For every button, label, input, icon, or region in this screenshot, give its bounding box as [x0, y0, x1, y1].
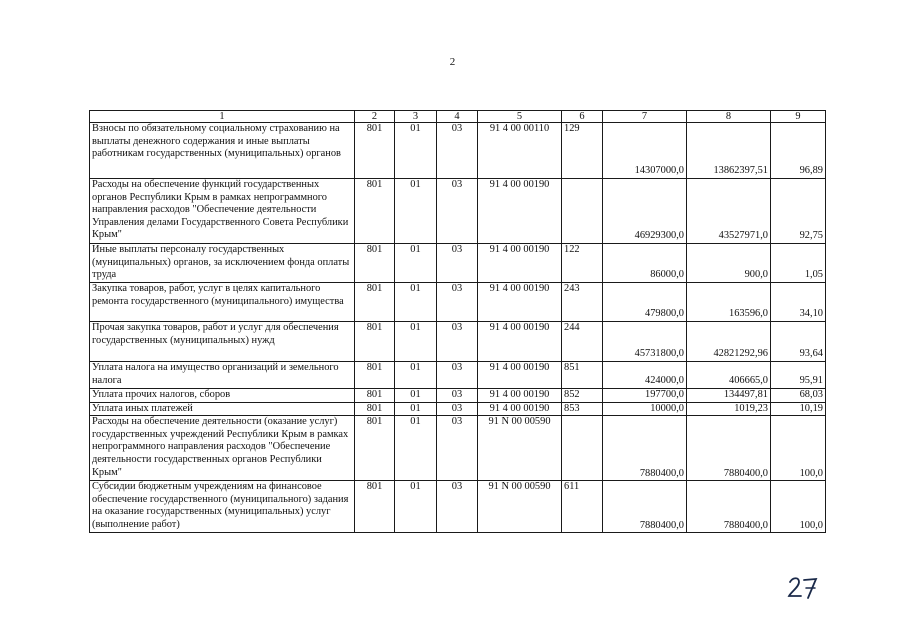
row-col-7: 7880400,0: [603, 481, 687, 533]
row-col-4: 03: [437, 123, 478, 179]
table-row: [90, 362, 826, 389]
row-col-3: 01: [395, 416, 437, 481]
header-row: [90, 111, 826, 123]
row-col-6: 851: [562, 362, 603, 389]
row-name: Уплата прочих налогов, сборов: [90, 389, 355, 403]
row-col-8: 406665,0: [687, 362, 771, 389]
table-row: [90, 481, 826, 533]
row-col-9: 1,05: [771, 244, 826, 283]
row-name: Расходы на обеспечение деятельности (оказание услуг) государственных учреждений Республики Крым в рамках непрограммного направления расходов "Обеспечение деятельности государственных органов Республики Крым": [90, 416, 355, 481]
row-col-4: 03: [437, 283, 478, 322]
row-col-2: 801: [355, 179, 395, 244]
row-col-2: 801: [355, 362, 395, 389]
table-row: [90, 283, 826, 322]
header-cell-9: 9: [771, 111, 826, 123]
header-cell-6: 6: [562, 111, 603, 123]
row-col-4: 03: [437, 362, 478, 389]
row-col-2: 801: [355, 244, 395, 283]
row-col-6: [562, 416, 603, 481]
row-name: Взносы по обязательному социальному страхованию на выплаты денежного содержания и иные выплаты работникам государственных (муниципальных) органов: [90, 123, 355, 179]
row-col-3: 01: [395, 389, 437, 403]
row-col-6: 611: [562, 481, 603, 533]
row-col-8: 7880400,0: [687, 416, 771, 481]
row-col-9: 100,0: [771, 481, 826, 533]
row-col-3: 01: [395, 179, 437, 244]
row-col-8: 13862397,51: [687, 123, 771, 179]
row-col-3: 01: [395, 402, 437, 416]
header-cell-1: 1: [90, 111, 355, 123]
table-row: [90, 402, 826, 416]
row-col-2: 801: [355, 481, 395, 533]
page-number: 2: [449, 56, 456, 68]
row-col-7: 14307000,0: [603, 123, 687, 179]
table-row: [90, 322, 826, 362]
row-col-2: 801: [355, 322, 395, 362]
header-cell-5: 5: [478, 111, 562, 123]
budget-table: [89, 110, 826, 533]
header-cell-7: 7: [603, 111, 687, 123]
row-col-7: 45731800,0: [603, 322, 687, 362]
row-col-6: 129: [562, 123, 603, 179]
row-col-4: 03: [437, 416, 478, 481]
row-col-3: 01: [395, 322, 437, 362]
row-name: Уплата иных платежей: [90, 402, 355, 416]
row-col-5: 91 N 00 00590: [478, 416, 562, 481]
row-col-3: 01: [395, 244, 437, 283]
row-col-5: 91 N 00 00590: [478, 481, 562, 533]
row-col-5: 91 4 00 00190: [478, 362, 562, 389]
row-name: Уплата налога на имущество организаций и земельного налога: [90, 362, 355, 389]
row-name: Расходы на обеспечение функций государственных органов Республики Крым в рамках непрограммного направления расходов "Обеспечение деятельности Управления делами Государственного Совета Республики Крым": [90, 179, 355, 244]
row-col-5: 91 4 00 00190: [478, 402, 562, 416]
row-col-9: 95,91: [771, 362, 826, 389]
row-name: Закупка товаров, работ, услуг в целях капитального ремонта государственного (муниципального) имущества: [90, 283, 355, 322]
row-col-7: 46929300,0: [603, 179, 687, 244]
row-col-8: 42821292,96: [687, 322, 771, 362]
row-col-7: 424000,0: [603, 362, 687, 389]
row-col-3: 01: [395, 123, 437, 179]
row-col-7: 197700,0: [603, 389, 687, 403]
row-col-4: 03: [437, 179, 478, 244]
table-row: [90, 416, 826, 481]
table-row: [90, 389, 826, 403]
row-col-2: 801: [355, 123, 395, 179]
row-col-6: 244: [562, 322, 603, 362]
table-row: [90, 244, 826, 283]
row-col-8: 1019,23: [687, 402, 771, 416]
row-col-4: 03: [437, 481, 478, 533]
header-cell-4: 4: [437, 111, 478, 123]
header-cell-8: 8: [687, 111, 771, 123]
row-col-4: 03: [437, 402, 478, 416]
row-col-3: 01: [395, 362, 437, 389]
row-col-8: 900,0: [687, 244, 771, 283]
row-col-7: 10000,0: [603, 402, 687, 416]
row-col-9: 68,03: [771, 389, 826, 403]
header-cell-3: 3: [395, 111, 437, 123]
row-col-9: 93,64: [771, 322, 826, 362]
row-col-6: [562, 179, 603, 244]
row-col-6: 853: [562, 402, 603, 416]
row-col-9: 92,75: [771, 179, 826, 244]
table-row: [90, 179, 826, 244]
row-name: Прочая закупка товаров, работ и услуг для обеспечения государственных (муниципальных) нужд: [90, 322, 355, 362]
handwritten-mark: [786, 574, 822, 602]
row-col-6: 122: [562, 244, 603, 283]
row-col-2: 801: [355, 283, 395, 322]
row-col-7: 7880400,0: [603, 416, 687, 481]
row-col-6: 852: [562, 389, 603, 403]
header-cell-2: 2: [355, 111, 395, 123]
row-col-4: 03: [437, 389, 478, 403]
row-col-9: 10,19: [771, 402, 826, 416]
row-col-9: 100,0: [771, 416, 826, 481]
row-col-5: 91 4 00 00190: [478, 179, 562, 244]
row-col-3: 01: [395, 481, 437, 533]
row-col-2: 801: [355, 389, 395, 403]
row-col-3: 01: [395, 283, 437, 322]
row-col-4: 03: [437, 244, 478, 283]
row-col-8: 163596,0: [687, 283, 771, 322]
row-col-5: 91 4 00 00190: [478, 283, 562, 322]
row-col-6: 243: [562, 283, 603, 322]
row-col-5: 91 4 00 00190: [478, 389, 562, 403]
row-col-7: 86000,0: [603, 244, 687, 283]
row-col-4: 03: [437, 322, 478, 362]
row-col-9: 34,10: [771, 283, 826, 322]
row-col-5: 91 4 00 00110: [478, 123, 562, 179]
row-col-8: 7880400,0: [687, 481, 771, 533]
row-col-7: 479800,0: [603, 283, 687, 322]
row-col-8: 43527971,0: [687, 179, 771, 244]
table-row: [90, 123, 826, 179]
row-name: Иные выплаты персоналу государственных (муниципальных) органов, за исключением фонда оплаты труда: [90, 244, 355, 283]
row-col-5: 91 4 00 00190: [478, 322, 562, 362]
row-col-9: 96,89: [771, 123, 826, 179]
row-col-5: 91 4 00 00190: [478, 244, 562, 283]
row-col-2: 801: [355, 416, 395, 481]
row-col-8: 134497,81: [687, 389, 771, 403]
row-col-2: 801: [355, 402, 395, 416]
row-name: Субсидии бюджетным учреждениям на финансовое обеспечение государственного (муниципального) задания на оказание государственных (муниципальных) услуг (выполнение работ): [90, 481, 355, 533]
